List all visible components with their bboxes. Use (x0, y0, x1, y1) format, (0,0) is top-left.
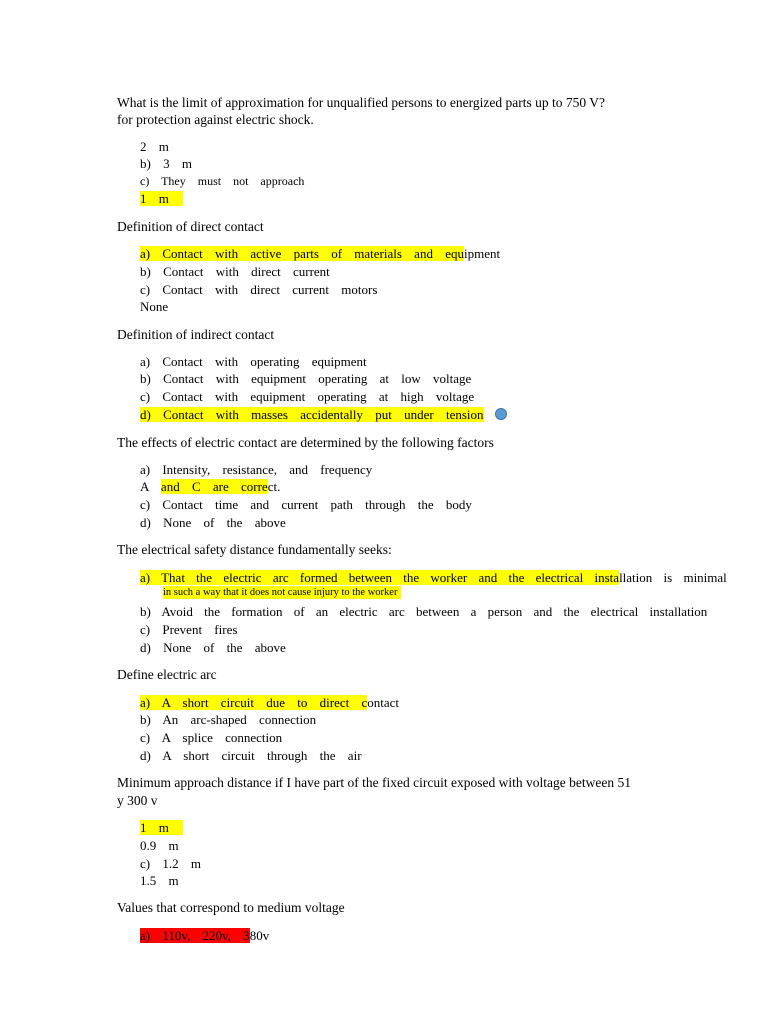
q2-option-3: c) Contact with direct current motors (140, 282, 378, 297)
q5-highlighted-answer: a) That the electric arc formed between the worker and the electrical insta (140, 570, 620, 585)
q6-option-1-rest: ontact (367, 695, 400, 710)
q5-note: in such a way that it does not cause injury to the worker (163, 586, 401, 599)
q4-option-2-prefix: A (140, 479, 161, 494)
q2-option-2: b) Contact with direct current (140, 264, 330, 279)
question-6-title: Define electric arc (117, 667, 217, 682)
question-1-line-1: What is the limit of approximation for unqualified persons to energized parts up to 750 V? (117, 95, 606, 110)
q3-option-1: a) Contact with operating equipment (140, 354, 367, 369)
q1-option-3: c) They must not approach (140, 174, 305, 188)
q2-option-1 (140, 245, 500, 262)
q7-option-2: 0.9 m (140, 838, 179, 853)
q8-option-1-rest: 80v (249, 928, 270, 943)
q3-option-2: b) Contact with equipment operating at low voltage (140, 371, 472, 386)
q2-highlighted-answer: a) Contact with active parts of materials and equ (140, 246, 464, 261)
q1-option-2: b) 3 m (140, 156, 192, 171)
q6-option-3: c) A splice connection (140, 730, 283, 745)
q4-option-2 (140, 478, 280, 495)
q7-option-3: c) 1.2 m (140, 856, 201, 871)
q4-option-1: a) Intensity, resistance, and frequency (140, 462, 373, 477)
q4-option-4: d) None of the above (140, 515, 286, 530)
question-8-title: Values that correspond to medium voltage (117, 900, 345, 915)
q5-option-1-rest: llation is minimal (619, 570, 727, 585)
q7-option-1 (140, 819, 183, 836)
q3-option-4 (140, 406, 484, 423)
comment-marker-icon[interactable] (495, 408, 507, 420)
q5-option-3: c) Prevent fires (140, 622, 238, 637)
q1-highlighted-answer: 1 m (140, 191, 183, 206)
q3-option-3: c) Contact with equipment operating at high voltage (140, 389, 475, 404)
q6-option-4: d) A short circuit through the air (140, 748, 362, 763)
q5-option-1 (140, 569, 727, 586)
q5-option-2: b) Avoid the formation of an electric arc between a person and the electrical installation (140, 604, 708, 619)
question-7-line-1: Minimum approach distance if I have part of the fixed circuit exposed with voltage between 51 (117, 775, 631, 790)
q1-option-1: 2 m (140, 139, 169, 154)
q2-option-1-rest: ipment (463, 246, 501, 261)
q8-option-1 (140, 927, 269, 944)
question-7-line-2: y 300 v (117, 793, 158, 808)
q6-option-2: b) An arc-shaped connection (140, 712, 317, 727)
q5-option-4: d) None of the above (140, 640, 286, 655)
q4-highlighted-answer: and C are corre (160, 479, 268, 494)
q2-option-4: None (140, 299, 169, 314)
q6-highlighted-answer: a) A short circuit due to direct c (140, 695, 368, 710)
q8-red-highlighted-answer: a) 110v, 220v, 3 (140, 928, 250, 943)
q6-option-1 (140, 694, 399, 711)
question-3-title: Definition of indirect contact (117, 327, 275, 342)
q3-highlighted-answer: d) Contact with masses accidentally put under tension (140, 407, 484, 422)
question-2-title: Definition of direct contact (117, 219, 264, 234)
question-4-title: The effects of electric contact are determined by the following factors (117, 435, 494, 450)
q7-highlighted-answer: 1 m (140, 820, 183, 835)
question-5-title: The electrical safety distance fundamentally seeks: (117, 542, 392, 557)
question-1-line-2: for protection against electric shock. (117, 112, 314, 127)
q4-option-3: c) Contact time and current path through the body (140, 497, 472, 512)
q7-option-4: 1.5 m (140, 873, 179, 888)
q4-option-2-rest: ct. (267, 479, 281, 494)
q1-option-4 (140, 190, 183, 207)
